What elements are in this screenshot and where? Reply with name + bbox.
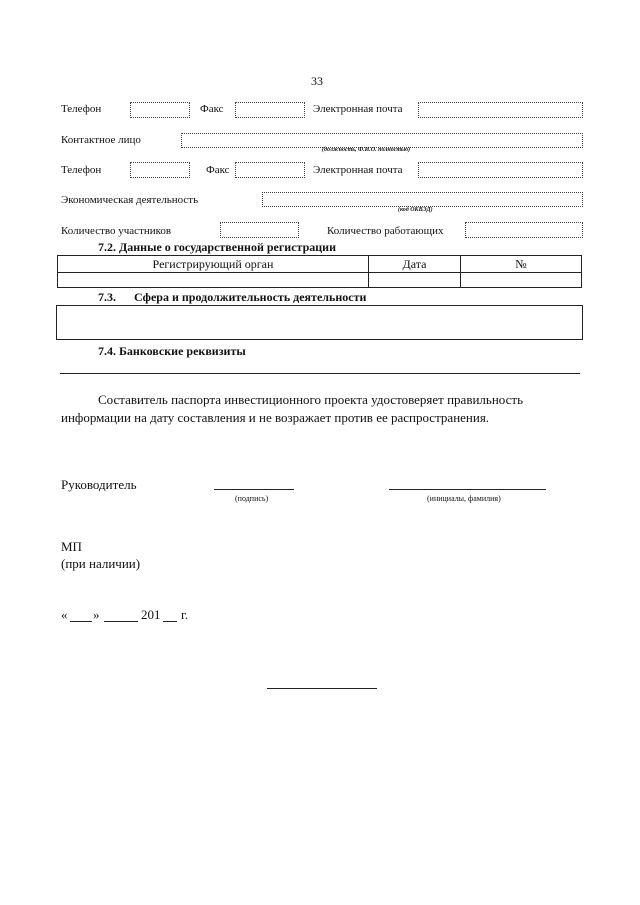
table-header-row [58, 256, 582, 273]
bank-details-line [60, 373, 580, 374]
date-year-suffix: г. [181, 607, 189, 622]
contact-person-hint: (должность, Ф.И.О. полностью) [322, 147, 411, 153]
bank-section-title: 7.4. Банковские реквизиты [98, 344, 246, 358]
contact-person-field[interactable] [181, 133, 583, 148]
name-hint: (инициалы, фамилия) [427, 494, 501, 503]
statement-line-1: Составитель паспорта инвестиционного проекта удостоверяет правильность [98, 392, 523, 407]
date-close-quote: » [93, 607, 100, 622]
employees-label: Количество работающих [327, 225, 444, 237]
economic-activity-field[interactable] [262, 192, 583, 207]
email-label: Электронная почта [313, 103, 403, 115]
signature-line[interactable] [214, 489, 294, 490]
registration-date-cell[interactable] [369, 273, 461, 288]
column-header: Регистрирующий орган [58, 256, 369, 273]
registration-section-title: 7.2. Данные о государственной регистрации [98, 240, 337, 254]
sphere-section-title: Сфера и продолжительность деятельности [134, 290, 367, 304]
okved-hint: (код ОКВЭД) [398, 207, 433, 213]
fax-label: Факс [200, 103, 224, 115]
fax-field[interactable] [235, 102, 305, 118]
participants-field[interactable] [220, 222, 299, 238]
column-header: Дата [369, 256, 461, 273]
page-number: 33 [311, 74, 323, 88]
phone-field[interactable] [130, 102, 190, 118]
sphere-section-number: 7.3. [98, 290, 116, 304]
date-open-quote: « [61, 607, 68, 622]
participants-label: Количество участников [61, 225, 172, 237]
date-year-line[interactable] [163, 621, 177, 622]
employees-field[interactable] [465, 222, 583, 238]
registration-authority-cell[interactable] [58, 273, 369, 288]
sphere-field[interactable] [56, 305, 583, 340]
table-row [58, 273, 582, 288]
date-month-line[interactable] [104, 621, 138, 622]
stamp-label: МП [61, 539, 82, 554]
fax2-field[interactable] [235, 162, 305, 178]
registration-number-cell[interactable] [461, 273, 582, 288]
name-line[interactable] [389, 489, 546, 490]
head-label: Руководитель [61, 477, 137, 492]
email2-field[interactable] [418, 162, 583, 178]
fax2-label: Факс [206, 164, 230, 176]
column-header: № [461, 256, 582, 273]
contact-person-label: Контактное лицо [61, 134, 141, 146]
email2-label: Электронная почта [313, 164, 403, 176]
registration-table [57, 255, 582, 288]
date-day-line[interactable] [70, 621, 92, 622]
closing-line [267, 688, 377, 689]
economic-activity-label: Экономическая деятельность [61, 194, 199, 206]
phone2-label: Телефон [61, 164, 102, 176]
stamp-hint: (при наличии) [61, 556, 141, 571]
date-year-prefix: 201 [141, 607, 161, 622]
statement-line-2: информации на дату составления и не возражает против ее распространения. [61, 410, 490, 425]
phone2-field[interactable] [130, 162, 190, 178]
email-field[interactable] [418, 102, 583, 118]
phone-label: Телефон [61, 103, 102, 115]
signature-hint: (подпись) [235, 494, 269, 503]
